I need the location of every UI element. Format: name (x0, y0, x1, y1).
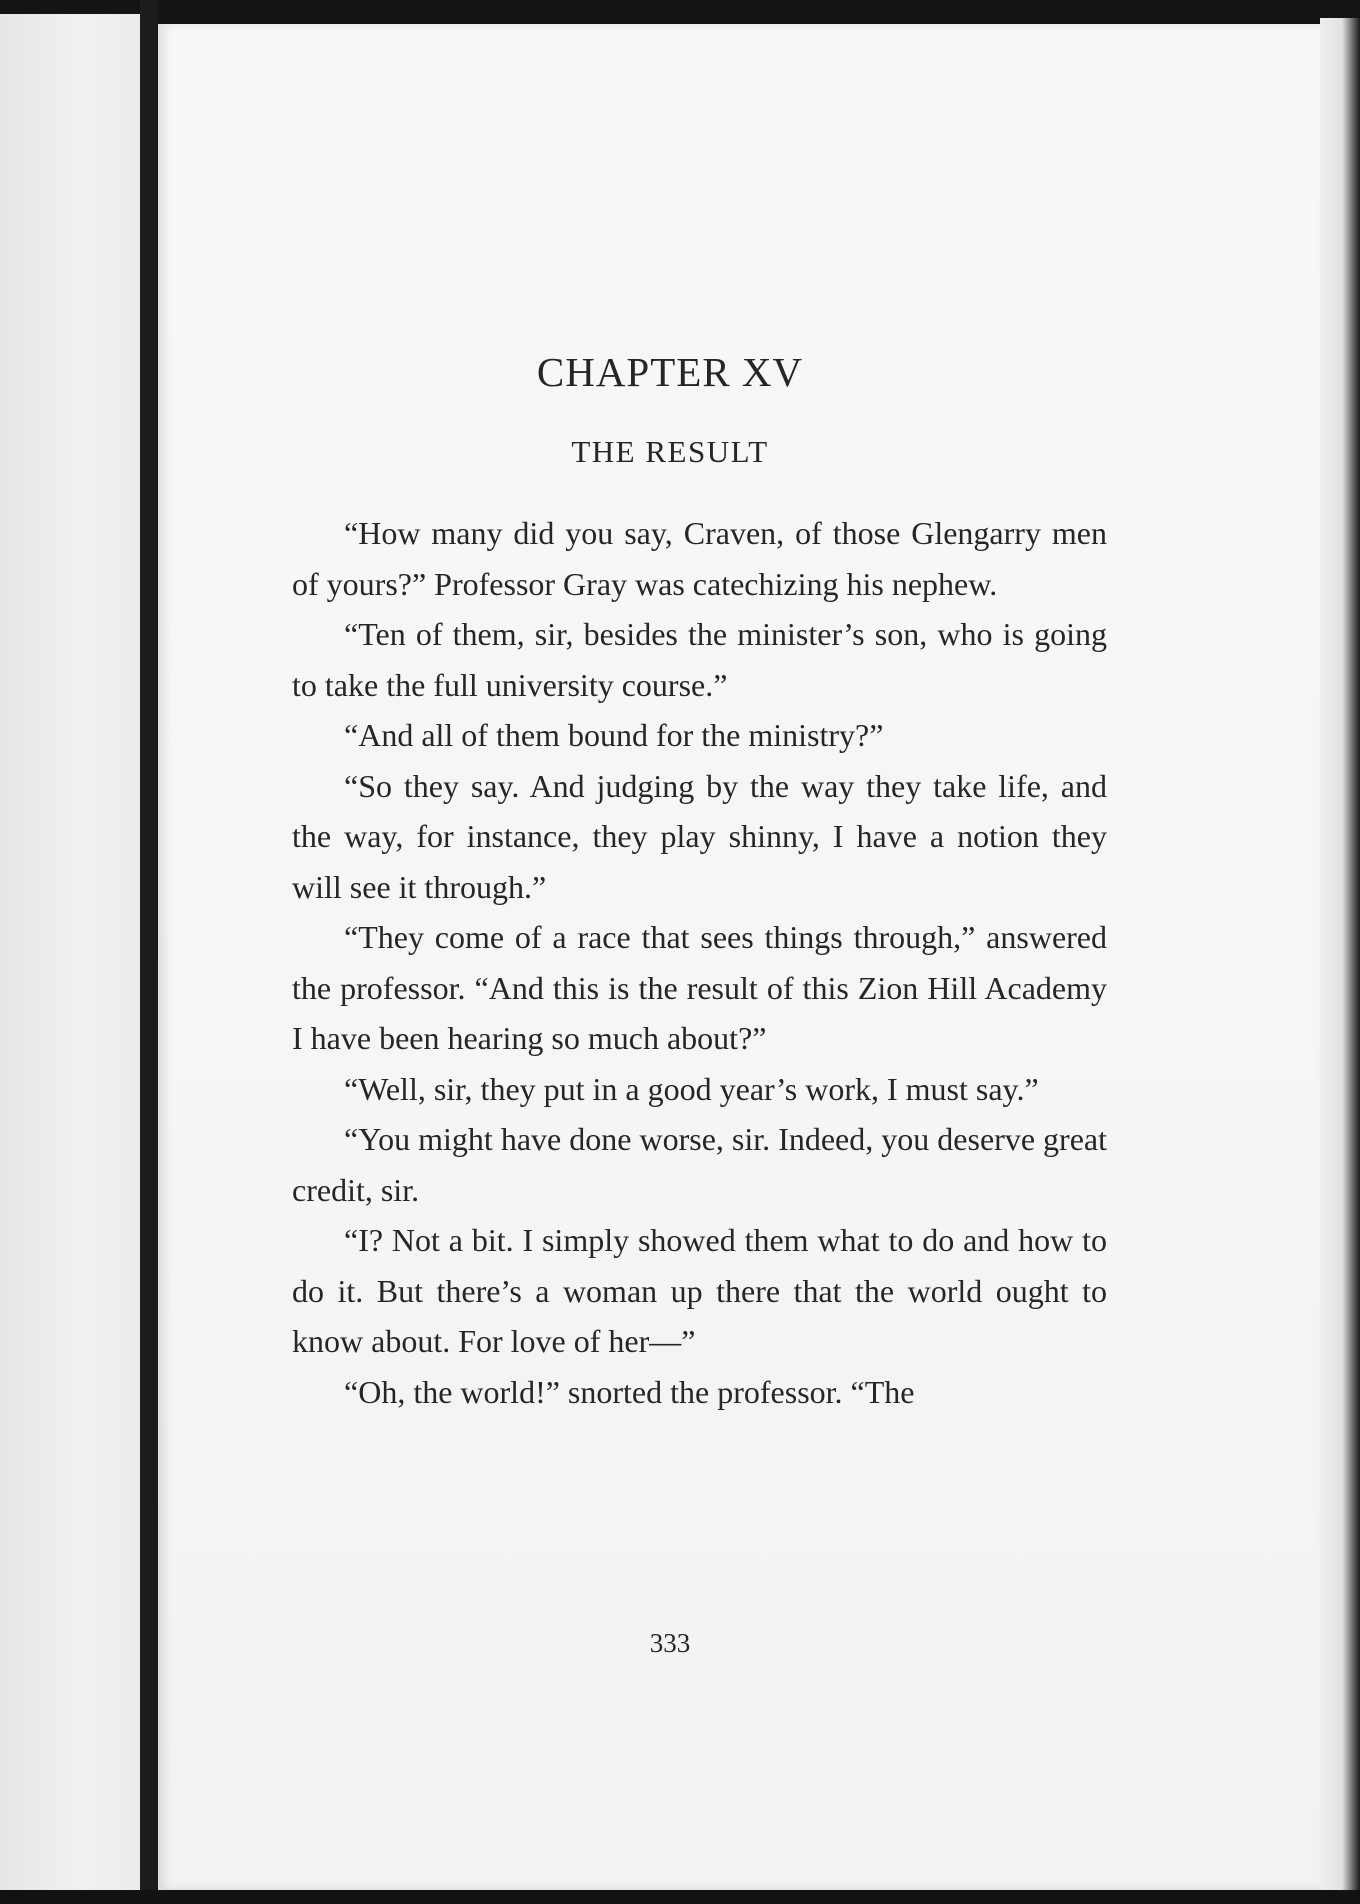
book-gutter (140, 0, 158, 1904)
left-page-edge (0, 14, 140, 1892)
paragraph: “So they say. And judging by the way they take life, and the way, for instance, they play shinny, I have a notion they will see it through.” (292, 767, 1107, 905)
paragraph: “Ten of them, sir, besides the minister’s son, who is going to take the full university course.” (292, 616, 1107, 703)
paragraph: “I? Not a bit. I simply showed them what to do and how to do it. But there’s a woman up there that the world ought to know about. For love of her—” (292, 1222, 1107, 1359)
paragraph: “Oh, the world!” snorted the professor. “The (344, 1373, 915, 1410)
paragraph: “They come of a race that sees things through,” answered the professor. “And this is the result of this Zion Hill Academy I have been hearing so much about?” (292, 919, 1107, 1056)
body-text (292, 508, 1107, 1417)
page-number: 333 (649, 1628, 691, 1658)
scan-border-bottom (0, 1890, 1360, 1904)
right-page-edge (1320, 18, 1360, 1896)
chapter-subtitle: THE RESULT (571, 434, 769, 469)
paragraph: “And all of them bound for the ministry?” (344, 717, 884, 753)
chapter-title: CHAPTER XV (536, 349, 804, 395)
paragraph: “How many did you say, Craven, of those Glengarry men of yours?” Professor Gray was catechizing his nephew. (292, 515, 1107, 602)
paragraph: “Well, sir, they put in a good year’s work, I must say.” (344, 1070, 1039, 1107)
paragraph: “You might have done worse, sir. Indeed, you deserve great credit, sir. (292, 1121, 1107, 1208)
